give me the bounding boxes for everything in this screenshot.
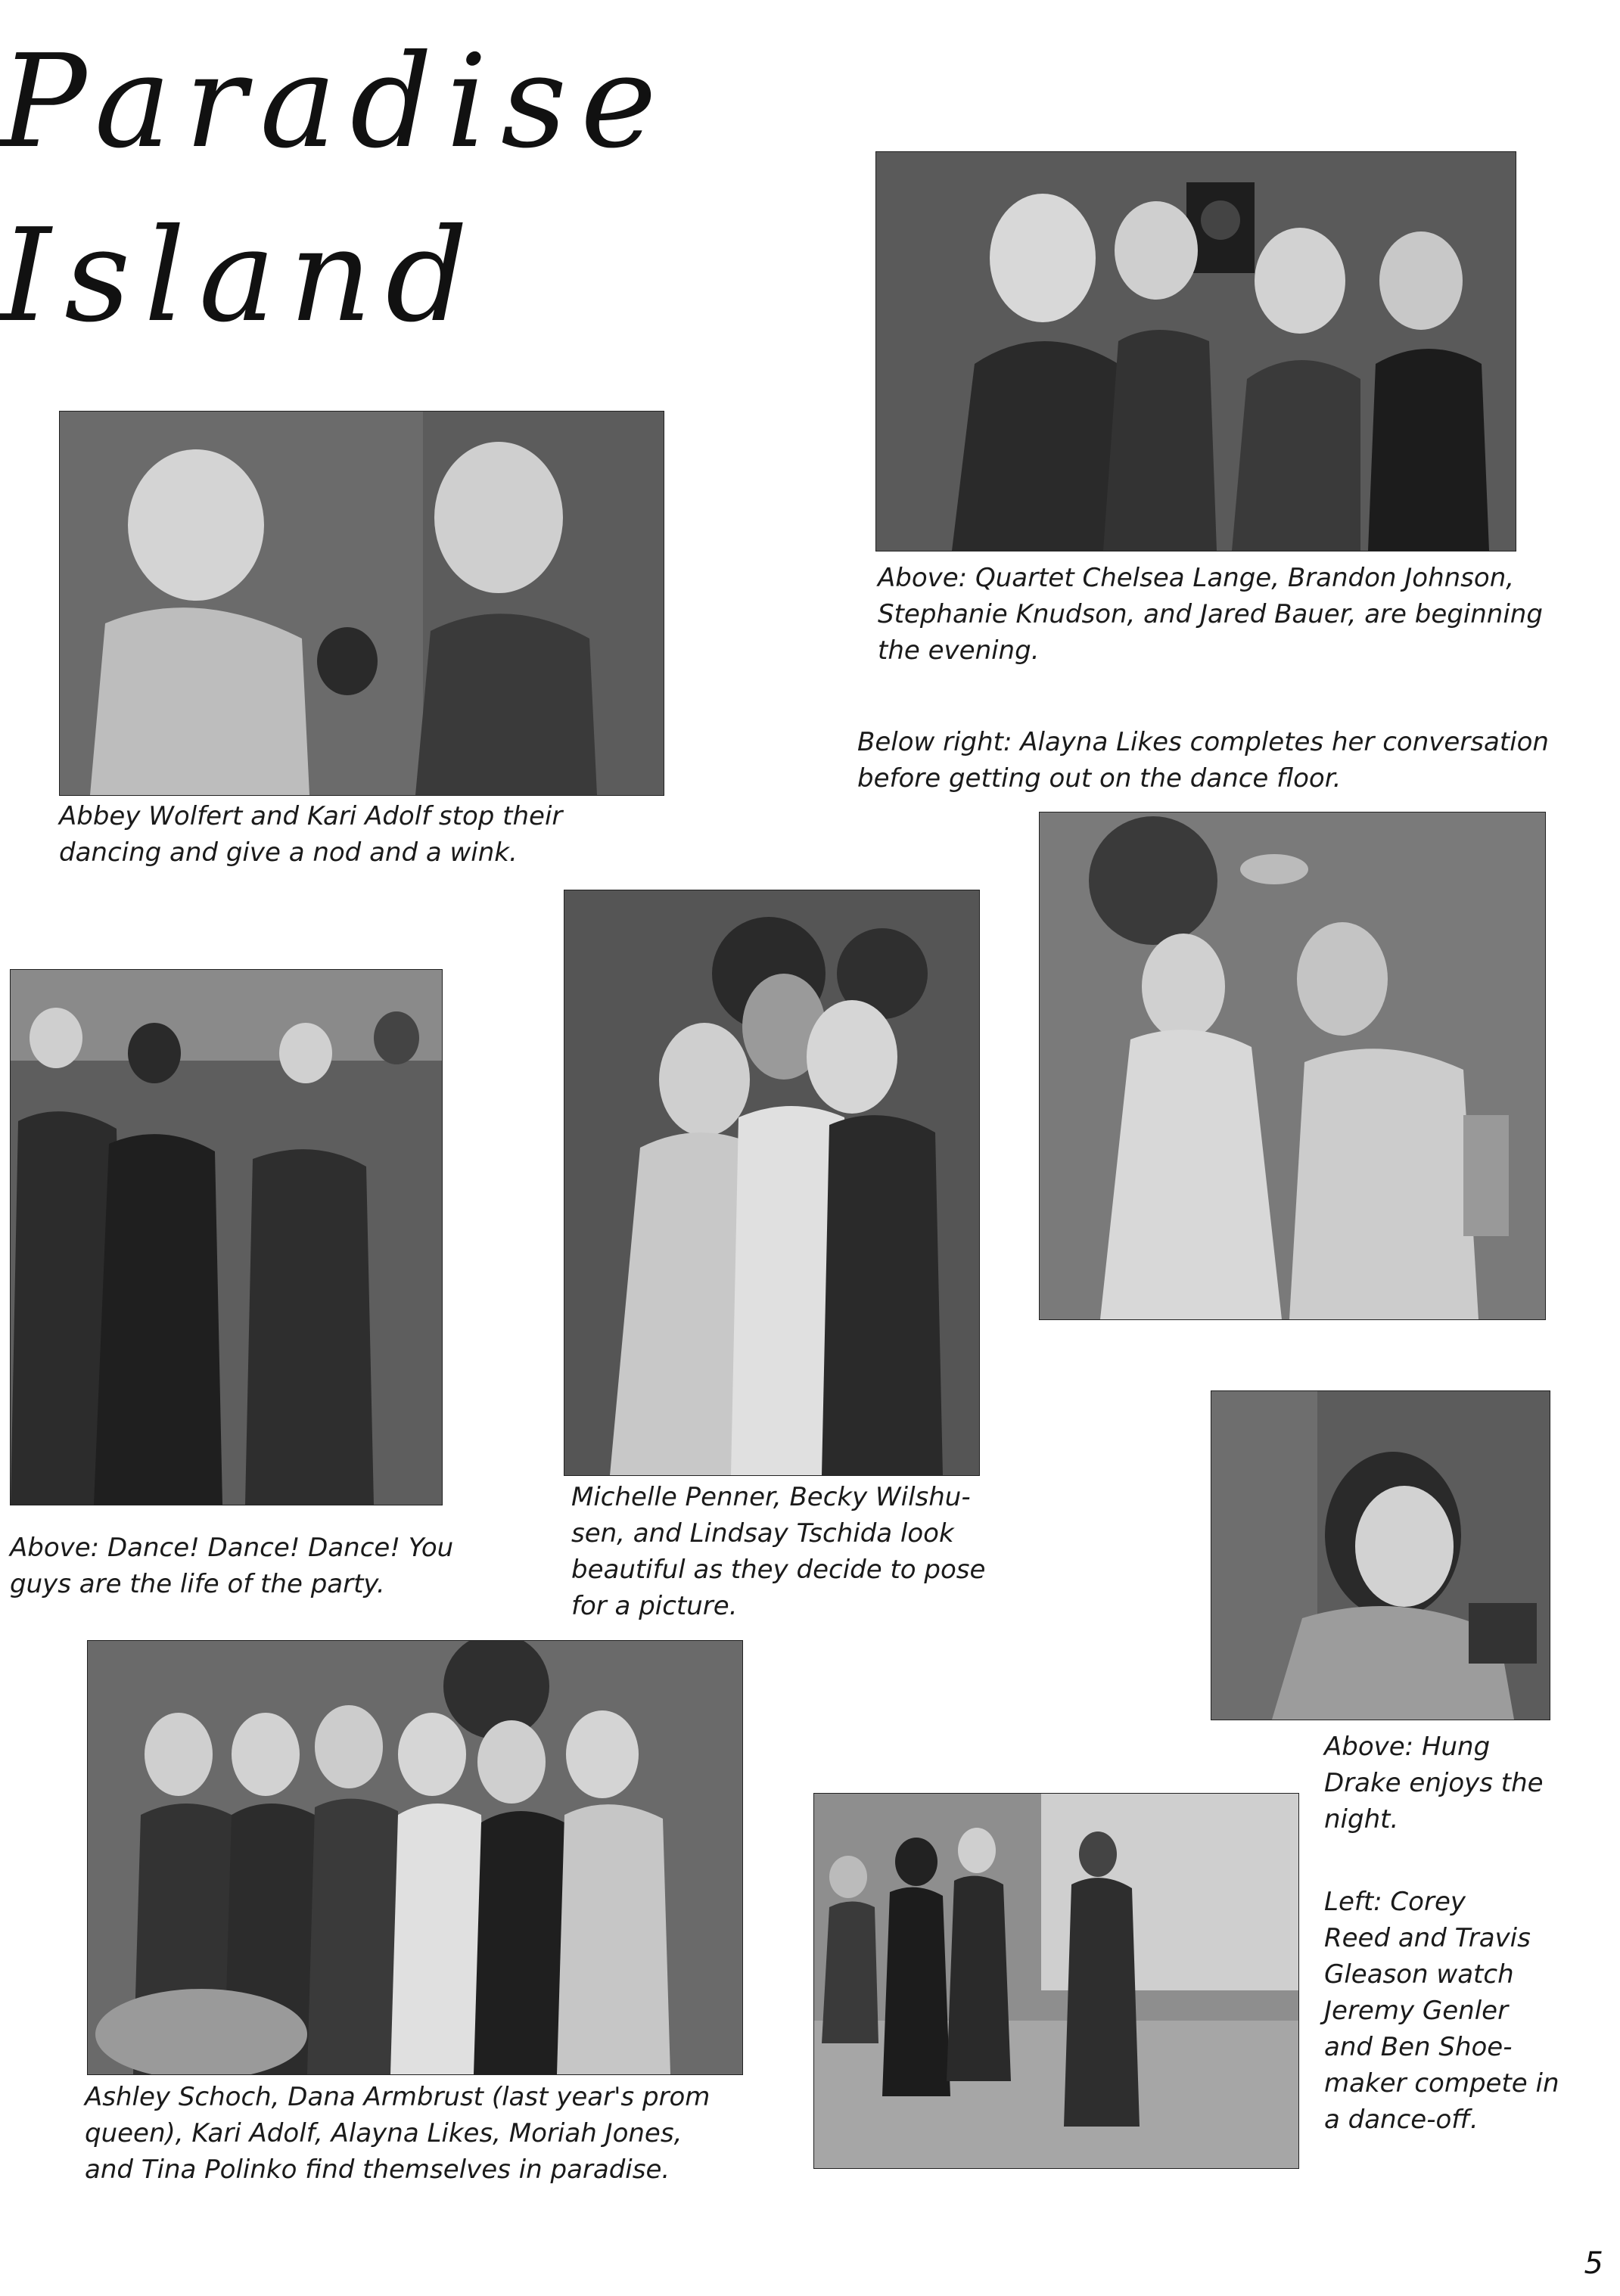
photo-hung — [1211, 1390, 1550, 1720]
photo-dance-crowd — [10, 969, 443, 1505]
page-title: Paradise Island — [0, 27, 670, 351]
caption-hung: Above: Hung Drake enjoys the night. — [1324, 1732, 1544, 1835]
photo-alayna — [1039, 812, 1546, 1320]
caption-quartet: Above: Quartet Chelsea Lange, Brandon Johnson, Stephanie Knudson, and Jared Bauer, are beginning the evening. — [878, 563, 1543, 666]
caption-dance: Above: Dance! Dance! Dance! You guys are the life of the party. — [10, 1533, 454, 1599]
caption-abbey-kari: Abbey Wolfert and Kari Adolf stop their dancing and give a nod and a wink. — [59, 801, 563, 868]
caption-corey-travis: Left: Corey Reed and Travis Gleason watch Jeremy Genler and Ben Shoe- maker compete in a dance-off. — [1324, 1887, 1559, 2135]
photo-abbey-kari — [59, 411, 664, 796]
caption-alayna: Below right: Alayna Likes completes her conversation before getting out on the dance floor. — [857, 727, 1549, 794]
photo-ashley-group — [87, 1640, 743, 2075]
photo-michelle-becky-lindsay — [564, 890, 980, 1476]
photo-quartet — [875, 151, 1516, 551]
page-number: 5 — [1584, 2246, 1603, 2281]
caption-michelle-becky-lindsay: Michelle Penner, Becky Wilshu- sen, and Lindsay Tschida look beautiful as they decide to pose for a picture. — [571, 1482, 986, 1621]
caption-ashley-group: Ashley Schoch, Dana Armbrust (last year's prom queen), Kari Adolf, Alayna Likes, Moriah Jones, and Tina Polinko find themselves in paradise. — [85, 2082, 710, 2185]
photo-dance-off — [813, 1793, 1299, 2169]
